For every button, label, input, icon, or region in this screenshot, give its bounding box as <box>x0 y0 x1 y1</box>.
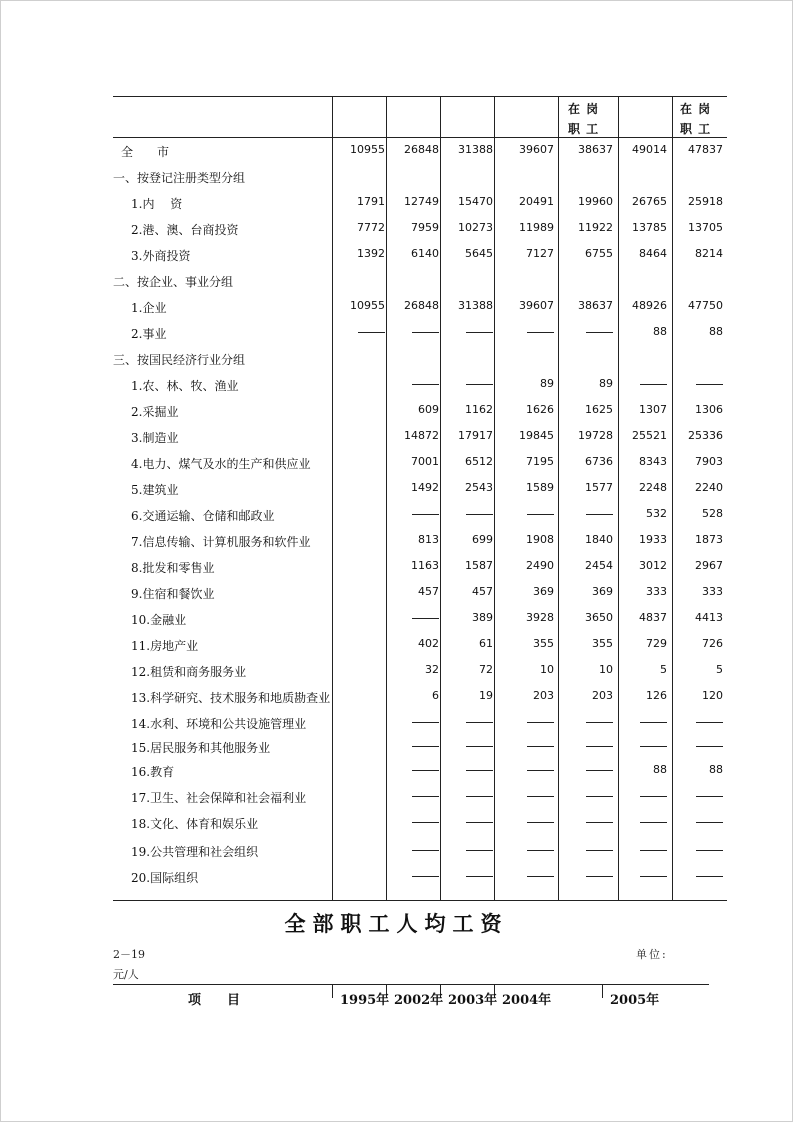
table-cell: 25918 <box>688 195 723 208</box>
table-cell: 26848 <box>404 143 439 156</box>
row-label: 1.农、林、牧、渔业 <box>131 379 239 393</box>
table-row <box>113 789 727 815</box>
table-cell: 10 <box>540 663 554 676</box>
unit-label: 单位: <box>636 948 668 961</box>
table-row <box>113 143 727 169</box>
row-label: 6.交通运输、仓储和邮政业 <box>131 509 275 523</box>
empty-dash <box>640 796 667 797</box>
table-cell: 1908 <box>526 533 554 546</box>
column-header: 在 岗 <box>568 102 600 116</box>
table-cell: 39607 <box>519 299 554 312</box>
table-row <box>113 533 727 559</box>
table-cell: 25336 <box>688 429 723 442</box>
table-cell: 2967 <box>695 559 723 572</box>
table-row <box>113 507 727 533</box>
table-cell: 13785 <box>632 221 667 234</box>
table-cell: 120 <box>702 689 723 702</box>
table-cell: 20491 <box>519 195 554 208</box>
table-cell: 2543 <box>465 481 493 494</box>
table-cell: 389 <box>472 611 493 624</box>
table-cell: 4413 <box>695 611 723 624</box>
table-cell: 1933 <box>639 533 667 546</box>
next-header-year: 1995年 <box>340 993 390 1008</box>
table-cell: 726 <box>702 637 723 650</box>
table-cell: 10 <box>599 663 613 676</box>
row-label: 12.租赁和商务服务业 <box>131 665 247 679</box>
table-row <box>113 429 727 455</box>
row-label: 2.港、澳、台商投资 <box>131 223 239 237</box>
table-cell: 19845 <box>519 429 554 442</box>
table-cell: 1306 <box>695 403 723 416</box>
empty-dash <box>466 746 493 747</box>
column-header: 在 岗 <box>680 102 712 116</box>
empty-dash <box>466 384 493 385</box>
table-row <box>113 663 727 689</box>
row-label: 1.内 资 <box>131 197 183 211</box>
empty-dash <box>466 332 493 333</box>
empty-dash <box>466 850 493 851</box>
table-cell: 3012 <box>639 559 667 572</box>
table-cell: 89 <box>540 377 554 390</box>
table-cell: 8214 <box>695 247 723 260</box>
table-row <box>113 299 727 325</box>
table-cell: 15470 <box>458 195 493 208</box>
row-label: 8.批发和零售业 <box>131 561 215 575</box>
table-cell: 13705 <box>688 221 723 234</box>
empty-dash <box>640 384 667 385</box>
empty-dash <box>527 722 554 723</box>
row-label: 一、按登记注册类型分组 <box>113 171 246 185</box>
table-cell: 1626 <box>526 403 554 416</box>
empty-dash <box>640 876 667 877</box>
table-cell: 89 <box>599 377 613 390</box>
table-cell: 38637 <box>578 299 613 312</box>
table-cell: 1589 <box>526 481 554 494</box>
table-cell: 203 <box>533 689 554 702</box>
table-rule <box>113 96 727 97</box>
table-row <box>113 637 727 663</box>
empty-dash <box>412 876 439 877</box>
table-cell: 355 <box>592 637 613 650</box>
table-cell: 47750 <box>688 299 723 312</box>
row-label: 15.居民服务和其他服务业 <box>131 741 271 755</box>
table-cell: 31388 <box>458 299 493 312</box>
empty-dash <box>696 796 723 797</box>
page-title: 全部职工人均工资 <box>284 912 509 936</box>
table-cell: 333 <box>646 585 667 598</box>
table-cell: 38637 <box>578 143 613 156</box>
table-cell: 2240 <box>695 481 723 494</box>
empty-dash <box>696 850 723 851</box>
table-cell: 355 <box>533 637 554 650</box>
table-row <box>113 169 727 195</box>
empty-dash <box>586 332 613 333</box>
table-cell: 5 <box>716 663 723 676</box>
empty-dash <box>412 332 439 333</box>
row-label: 3.外商投资 <box>131 249 191 263</box>
table-row <box>113 763 727 789</box>
data-table <box>113 96 727 901</box>
empty-dash <box>412 618 439 619</box>
table-cell: 6755 <box>585 247 613 260</box>
table-cell: 26765 <box>632 195 667 208</box>
table-cell: 1163 <box>411 559 439 572</box>
table-row <box>113 689 727 715</box>
row-label: 13.科学研究、技术服务和地质勘查业 <box>131 691 331 705</box>
row-label: 1.企业 <box>131 301 167 315</box>
table-row <box>113 351 727 377</box>
table-code: 2－19 <box>113 948 145 961</box>
table-cell: 1873 <box>695 533 723 546</box>
table-cell: 1162 <box>465 403 493 416</box>
table-cell: 88 <box>653 325 667 338</box>
row-label: 全 市 <box>121 145 170 159</box>
table-cell: 699 <box>472 533 493 546</box>
table-cell: 369 <box>592 585 613 598</box>
table-cell: 1307 <box>639 403 667 416</box>
table-row <box>113 325 727 351</box>
column-header: 职 工 <box>568 122 600 136</box>
table-cell: 10955 <box>350 299 385 312</box>
table-row <box>113 247 727 273</box>
empty-dash <box>640 850 667 851</box>
table-row <box>113 843 727 869</box>
table-row <box>113 403 727 429</box>
table-cell: 3928 <box>526 611 554 624</box>
table-cell: 11922 <box>578 221 613 234</box>
table-cell: 88 <box>709 763 723 776</box>
row-label: 20.国际组织 <box>131 871 199 885</box>
table-cell: 47837 <box>688 143 723 156</box>
empty-dash <box>527 796 554 797</box>
table-rule <box>113 900 727 901</box>
table-cell: 5645 <box>465 247 493 260</box>
table-cell: 528 <box>702 507 723 520</box>
table-cell: 126 <box>646 689 667 702</box>
empty-dash <box>466 514 493 515</box>
empty-dash <box>527 514 554 515</box>
empty-dash <box>527 822 554 823</box>
next-table-header <box>113 984 709 1008</box>
table-row <box>113 715 727 741</box>
table-cell: 19960 <box>578 195 613 208</box>
table-cell: 1791 <box>357 195 385 208</box>
empty-dash <box>412 722 439 723</box>
table-cell: 49014 <box>632 143 667 156</box>
next-header-year: 2005年 <box>610 993 660 1008</box>
empty-dash <box>412 384 439 385</box>
table-cell: 32 <box>425 663 439 676</box>
table-cell: 1392 <box>357 247 385 260</box>
unit-value: 元/人 <box>113 968 139 981</box>
table-cell: 11989 <box>519 221 554 234</box>
table-row <box>113 195 727 221</box>
row-label: 19.公共管理和社会组织 <box>131 845 259 859</box>
table-cell: 19 <box>479 689 493 702</box>
table-cell: 813 <box>418 533 439 546</box>
table-cell: 6512 <box>465 455 493 468</box>
row-label: 3.制造业 <box>131 431 179 445</box>
empty-dash <box>527 746 554 747</box>
empty-dash <box>586 746 613 747</box>
empty-dash <box>586 796 613 797</box>
empty-dash <box>586 876 613 877</box>
table-row <box>113 455 727 481</box>
empty-dash <box>586 770 613 771</box>
empty-dash <box>466 722 493 723</box>
empty-dash <box>696 746 723 747</box>
empty-dash <box>466 796 493 797</box>
table-row <box>113 377 727 403</box>
row-label: 17.卫生、社会保障和社会福利业 <box>131 791 307 805</box>
empty-dash <box>412 746 439 747</box>
table-cell: 203 <box>592 689 613 702</box>
row-label: 5.建筑业 <box>131 483 179 497</box>
table-cell: 6736 <box>585 455 613 468</box>
table-cell: 6 <box>432 689 439 702</box>
empty-dash <box>696 722 723 723</box>
table-cell: 7127 <box>526 247 554 260</box>
table-cell: 1492 <box>411 481 439 494</box>
row-label: 7.信息传输、计算机服务和软件业 <box>131 535 311 549</box>
row-label: 16.教育 <box>131 765 175 779</box>
table-cell: 10273 <box>458 221 493 234</box>
table-cell: 2490 <box>526 559 554 572</box>
table-cell: 1625 <box>585 403 613 416</box>
empty-dash <box>586 514 613 515</box>
empty-dash <box>640 722 667 723</box>
empty-dash <box>586 722 613 723</box>
next-header-year: 2004年 <box>502 993 552 1008</box>
table-cell: 7903 <box>695 455 723 468</box>
table-cell: 31388 <box>458 143 493 156</box>
table-cell: 88 <box>653 763 667 776</box>
next-header-item: 项 目 <box>188 993 241 1008</box>
table-row <box>113 481 727 507</box>
empty-dash <box>586 850 613 851</box>
empty-dash <box>412 822 439 823</box>
empty-dash <box>466 822 493 823</box>
empty-dash <box>586 822 613 823</box>
row-label: 10.金融业 <box>131 613 187 627</box>
table-cell: 1587 <box>465 559 493 572</box>
empty-dash <box>466 876 493 877</box>
empty-dash <box>412 850 439 851</box>
column-header: 职 工 <box>680 122 712 136</box>
table-cell: 14872 <box>404 429 439 442</box>
row-label: 2.事业 <box>131 327 167 341</box>
empty-dash <box>412 770 439 771</box>
table-cell: 729 <box>646 637 667 650</box>
table-cell: 609 <box>418 403 439 416</box>
table-row <box>113 273 727 299</box>
table-row <box>113 611 727 637</box>
empty-dash <box>527 876 554 877</box>
table-cell: 61 <box>479 637 493 650</box>
empty-dash <box>696 822 723 823</box>
table-cell: 39607 <box>519 143 554 156</box>
table-rule <box>113 137 727 138</box>
row-label: 18.文化、体育和娱乐业 <box>131 817 259 831</box>
empty-dash <box>527 850 554 851</box>
empty-dash <box>527 770 554 771</box>
table-cell: 19728 <box>578 429 613 442</box>
row-label: 14.水利、环境和公共设施管理业 <box>131 717 307 731</box>
table-cell: 1577 <box>585 481 613 494</box>
table-cell: 333 <box>702 585 723 598</box>
empty-dash <box>466 770 493 771</box>
table-cell: 1840 <box>585 533 613 546</box>
table-row <box>113 739 727 765</box>
table-row <box>113 221 727 247</box>
table-cell: 72 <box>479 663 493 676</box>
table-cell: 8464 <box>639 247 667 260</box>
table-cell: 25521 <box>632 429 667 442</box>
table-cell: 5 <box>660 663 667 676</box>
table-row <box>113 815 727 841</box>
table-cell: 26848 <box>404 299 439 312</box>
row-label: 三、按国民经济行业分组 <box>113 353 246 367</box>
empty-dash <box>696 876 723 877</box>
empty-dash <box>640 746 667 747</box>
row-label: 11.房地产业 <box>131 639 199 653</box>
table-cell: 6140 <box>411 247 439 260</box>
empty-dash <box>412 796 439 797</box>
table-cell: 12749 <box>404 195 439 208</box>
row-label: 9.住宿和餐饮业 <box>131 587 215 601</box>
table-row <box>113 559 727 585</box>
empty-dash <box>358 332 385 333</box>
table-cell: 7001 <box>411 455 439 468</box>
table-cell: 17917 <box>458 429 493 442</box>
table-cell: 8343 <box>639 455 667 468</box>
table-cell: 48926 <box>632 299 667 312</box>
table-cell: 4837 <box>639 611 667 624</box>
next-header-year: 2003年 <box>448 993 498 1008</box>
table-cell: 88 <box>709 325 723 338</box>
table-cell: 3650 <box>585 611 613 624</box>
empty-dash <box>696 384 723 385</box>
row-label: 二、按企业、事业分组 <box>113 275 234 289</box>
table-cell: 402 <box>418 637 439 650</box>
table-cell: 457 <box>472 585 493 598</box>
table-cell: 7772 <box>357 221 385 234</box>
table-row <box>113 869 727 895</box>
table-cell: 369 <box>533 585 554 598</box>
table-cell: 2248 <box>639 481 667 494</box>
table-row <box>113 585 727 611</box>
table-cell: 2454 <box>585 559 613 572</box>
empty-dash <box>527 332 554 333</box>
table-cell: 10955 <box>350 143 385 156</box>
row-label: 4.电力、煤气及水的生产和供应业 <box>131 457 311 471</box>
table-cell: 7959 <box>411 221 439 234</box>
empty-dash <box>640 822 667 823</box>
table-cell: 532 <box>646 507 667 520</box>
empty-dash <box>412 514 439 515</box>
next-header-year: 2002年 <box>394 993 444 1008</box>
table-cell: 457 <box>418 585 439 598</box>
table-cell: 7195 <box>526 455 554 468</box>
row-label: 2.采掘业 <box>131 405 179 419</box>
